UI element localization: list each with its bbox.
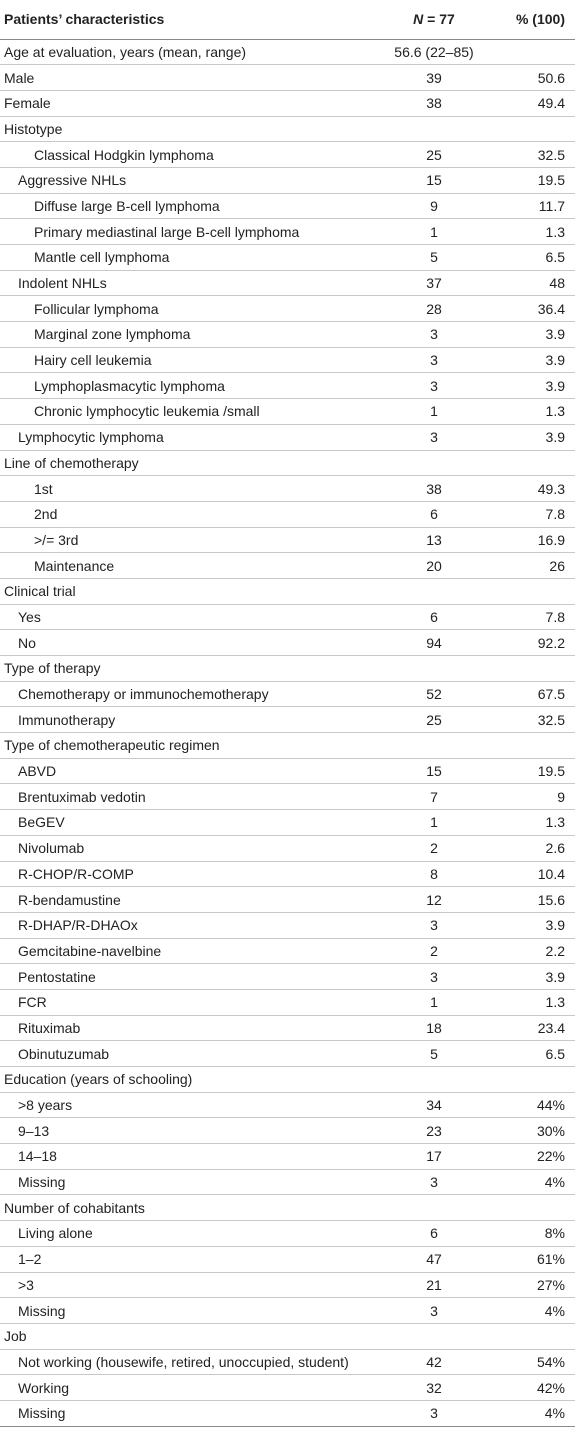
row-percent: 4%	[490, 1298, 575, 1324]
row-n: 3	[378, 373, 490, 399]
row-label: Brentuximab vedotin	[0, 784, 378, 810]
row-percent: 3.9	[490, 964, 575, 990]
table-row	[0, 1195, 575, 1221]
row-label: No	[0, 630, 378, 656]
row-label: Indolent NHLs	[0, 270, 378, 296]
row-percent	[490, 450, 575, 476]
row-n: 25	[378, 142, 490, 168]
row-label: Missing	[0, 1169, 378, 1195]
row-label: Obinutuzumab	[0, 1041, 378, 1067]
row-n: 6	[378, 1221, 490, 1247]
row-label: Age at evaluation, years (mean, range)	[0, 39, 378, 65]
header-characteristics: Patients’ characteristics	[0, 0, 378, 39]
row-label: FCR	[0, 989, 378, 1015]
row-n: 38	[378, 90, 490, 116]
row-percent: 30%	[490, 1118, 575, 1144]
row-label: Job	[0, 1323, 378, 1349]
row-label: Histotype	[0, 116, 378, 142]
row-n: 7	[378, 784, 490, 810]
row-percent: 2.2	[490, 938, 575, 964]
row-percent	[490, 578, 575, 604]
row-label: R-DHAP/R-DHAOx	[0, 912, 378, 938]
row-n: 6	[378, 604, 490, 630]
table-row	[0, 476, 575, 502]
table-row	[0, 167, 575, 193]
row-n: 8	[378, 861, 490, 887]
row-percent: 3.9	[490, 373, 575, 399]
table-row	[0, 399, 575, 425]
row-percent: 3.9	[490, 912, 575, 938]
row-percent: 2.6	[490, 835, 575, 861]
row-n: 3	[378, 1169, 490, 1195]
row-n: 12	[378, 887, 490, 913]
table-row	[0, 1246, 575, 1272]
row-label: Missing	[0, 1400, 378, 1426]
row-label: 14–18	[0, 1144, 378, 1170]
row-percent: 3.9	[490, 322, 575, 348]
row-n: 28	[378, 296, 490, 322]
row-label: Clinical trial	[0, 578, 378, 604]
row-percent: 1.3	[490, 810, 575, 836]
row-percent	[490, 116, 575, 142]
row-percent: 10.4	[490, 861, 575, 887]
table-row	[0, 1375, 575, 1401]
table-row	[0, 861, 575, 887]
row-label: >/= 3rd	[0, 527, 378, 553]
row-n: 17	[378, 1144, 490, 1170]
table-row	[0, 604, 575, 630]
row-percent: 49.4	[490, 90, 575, 116]
row-label: Immunotherapy	[0, 707, 378, 733]
table-row	[0, 912, 575, 938]
row-percent	[490, 39, 575, 65]
row-percent: 16.9	[490, 527, 575, 553]
table-row	[0, 501, 575, 527]
row-n: 1	[378, 399, 490, 425]
row-percent: 44%	[490, 1092, 575, 1118]
row-label: Line of chemotherapy	[0, 450, 378, 476]
row-percent: 32.5	[490, 142, 575, 168]
row-label: Classical Hodgkin lymphoma	[0, 142, 378, 168]
table-row	[0, 1041, 575, 1067]
row-label: Working	[0, 1375, 378, 1401]
row-percent: 15.6	[490, 887, 575, 913]
row-percent: 6.5	[490, 1041, 575, 1067]
row-label: Hairy cell leukemia	[0, 347, 378, 373]
row-n: 13	[378, 527, 490, 553]
row-label: Male	[0, 65, 378, 91]
row-label: >3	[0, 1272, 378, 1298]
table-row	[0, 39, 575, 65]
table-row	[0, 810, 575, 836]
table-row	[0, 1015, 575, 1041]
row-n: 15	[378, 758, 490, 784]
header-n	[378, 0, 490, 39]
row-n	[378, 1195, 490, 1221]
row-label: Number of cohabitants	[0, 1195, 378, 1221]
header-row	[0, 0, 575, 39]
row-percent	[490, 656, 575, 682]
table-row	[0, 887, 575, 913]
table-row	[0, 707, 575, 733]
row-percent: 42%	[490, 1375, 575, 1401]
table-row	[0, 1323, 575, 1349]
row-n: 3	[378, 424, 490, 450]
row-percent: 3.9	[490, 347, 575, 373]
row-n: 21	[378, 1272, 490, 1298]
table-row	[0, 322, 575, 348]
row-percent: 6.5	[490, 245, 575, 271]
row-percent: 4%	[490, 1169, 575, 1195]
row-n: 20	[378, 553, 490, 579]
row-percent: 49.3	[490, 476, 575, 502]
row-percent: 7.8	[490, 501, 575, 527]
row-label: Missing	[0, 1298, 378, 1324]
row-n: 3	[378, 347, 490, 373]
table-row	[0, 578, 575, 604]
row-percent: 23.4	[490, 1015, 575, 1041]
row-n: 5	[378, 1041, 490, 1067]
row-label: 1–2	[0, 1246, 378, 1272]
row-percent: 9	[490, 784, 575, 810]
row-percent	[490, 1195, 575, 1221]
row-n: 25	[378, 707, 490, 733]
row-label: Aggressive NHLs	[0, 167, 378, 193]
table-row	[0, 964, 575, 990]
row-label: 2nd	[0, 501, 378, 527]
row-label: Rituximab	[0, 1015, 378, 1041]
row-percent: 61%	[490, 1246, 575, 1272]
row-n	[378, 656, 490, 682]
row-label: R-CHOP/R-COMP	[0, 861, 378, 887]
table-row	[0, 219, 575, 245]
row-label: Living alone	[0, 1221, 378, 1247]
row-label: >8 years	[0, 1092, 378, 1118]
header-percent: % (100)	[490, 0, 575, 39]
row-percent: 27%	[490, 1272, 575, 1298]
row-n	[378, 116, 490, 142]
row-n: 15	[378, 167, 490, 193]
row-n: 42	[378, 1349, 490, 1375]
header-n-symbol: N	[413, 11, 424, 28]
row-n: 1	[378, 989, 490, 1015]
row-n: 34	[378, 1092, 490, 1118]
row-n: 9	[378, 193, 490, 219]
row-label: Maintenance	[0, 553, 378, 579]
row-label: Education (years of schooling)	[0, 1067, 378, 1093]
row-n: 3	[378, 1400, 490, 1426]
row-label: Diffuse large B-cell lymphoma	[0, 193, 378, 219]
table-row	[0, 527, 575, 553]
row-n: 3	[378, 1298, 490, 1324]
row-n	[378, 1067, 490, 1093]
row-n: 3	[378, 912, 490, 938]
row-n: 23	[378, 1118, 490, 1144]
row-percent	[490, 733, 575, 759]
table-row	[0, 90, 575, 116]
row-n: 6	[378, 501, 490, 527]
table-row	[0, 938, 575, 964]
table-row	[0, 1067, 575, 1093]
row-percent: 3.9	[490, 424, 575, 450]
table-row	[0, 1169, 575, 1195]
row-n: 3	[378, 322, 490, 348]
row-label: R-bendamustine	[0, 887, 378, 913]
row-percent: 36.4	[490, 296, 575, 322]
row-percent: 26	[490, 553, 575, 579]
row-label: Yes	[0, 604, 378, 630]
header-n-value: = 77	[423, 11, 455, 28]
row-percent: 4%	[490, 1400, 575, 1426]
row-percent: 1.3	[490, 219, 575, 245]
table-row	[0, 733, 575, 759]
row-label: Primary mediastinal large B-cell lymphoma	[0, 219, 378, 245]
table-row	[0, 424, 575, 450]
table-row	[0, 245, 575, 271]
row-percent	[490, 1323, 575, 1349]
table-row	[0, 835, 575, 861]
table-row	[0, 347, 575, 373]
row-n: 47	[378, 1246, 490, 1272]
row-percent: 11.7	[490, 193, 575, 219]
table-body	[0, 39, 575, 1426]
row-label: Pentostatine	[0, 964, 378, 990]
row-label: Follicular lymphoma	[0, 296, 378, 322]
row-label: Female	[0, 90, 378, 116]
row-label: Mantle cell lymphoma	[0, 245, 378, 271]
table-row	[0, 681, 575, 707]
row-percent	[490, 1067, 575, 1093]
row-label: Chemotherapy or immunochemotherapy	[0, 681, 378, 707]
row-percent: 32.5	[490, 707, 575, 733]
table-row	[0, 65, 575, 91]
table-row	[0, 656, 575, 682]
row-label: Marginal zone lymphoma	[0, 322, 378, 348]
table-row	[0, 142, 575, 168]
table-row	[0, 450, 575, 476]
table-row	[0, 784, 575, 810]
row-n: 56.6 (22–85)	[378, 39, 490, 65]
row-label: BeGEV	[0, 810, 378, 836]
row-label: ABVD	[0, 758, 378, 784]
table-row	[0, 296, 575, 322]
row-percent: 48	[490, 270, 575, 296]
table-row	[0, 1092, 575, 1118]
row-n	[378, 450, 490, 476]
row-percent: 92.2	[490, 630, 575, 656]
row-label: Chronic lymphocytic leukemia /small	[0, 399, 378, 425]
table-row	[0, 373, 575, 399]
row-n: 1	[378, 219, 490, 245]
row-percent: 1.3	[490, 399, 575, 425]
row-n: 39	[378, 65, 490, 91]
row-label: 1st	[0, 476, 378, 502]
row-n	[378, 733, 490, 759]
row-label: Not working (housewife, retired, unoccupied, student)	[0, 1349, 378, 1375]
table-row	[0, 270, 575, 296]
row-percent: 54%	[490, 1349, 575, 1375]
row-n: 37	[378, 270, 490, 296]
table-row	[0, 193, 575, 219]
table-row	[0, 1400, 575, 1426]
table-header	[0, 0, 575, 39]
row-n: 2	[378, 938, 490, 964]
row-percent: 19.5	[490, 758, 575, 784]
table-row	[0, 1118, 575, 1144]
row-percent: 1.3	[490, 989, 575, 1015]
table-row	[0, 1272, 575, 1298]
row-n: 52	[378, 681, 490, 707]
row-percent: 7.8	[490, 604, 575, 630]
row-percent: 8%	[490, 1221, 575, 1247]
row-percent: 22%	[490, 1144, 575, 1170]
row-label: Lymphocytic lymphoma	[0, 424, 378, 450]
row-percent: 50.6	[490, 65, 575, 91]
row-n: 38	[378, 476, 490, 502]
table-row	[0, 1144, 575, 1170]
table-row	[0, 758, 575, 784]
row-percent: 19.5	[490, 167, 575, 193]
table-row	[0, 1298, 575, 1324]
row-label: Type of chemotherapeutic regimen	[0, 733, 378, 759]
table-row	[0, 989, 575, 1015]
table-row	[0, 553, 575, 579]
row-n: 3	[378, 964, 490, 990]
row-n	[378, 578, 490, 604]
row-n: 32	[378, 1375, 490, 1401]
row-n: 1	[378, 810, 490, 836]
row-label: Type of therapy	[0, 656, 378, 682]
row-label: Nivolumab	[0, 835, 378, 861]
row-label: 9–13	[0, 1118, 378, 1144]
row-n: 2	[378, 835, 490, 861]
row-n: 18	[378, 1015, 490, 1041]
row-percent: 67.5	[490, 681, 575, 707]
row-label: Gemcitabine-navelbine	[0, 938, 378, 964]
table-row	[0, 1349, 575, 1375]
row-n: 5	[378, 245, 490, 271]
row-n	[378, 1323, 490, 1349]
table-row	[0, 116, 575, 142]
table-row	[0, 630, 575, 656]
row-label: Lymphoplasmacytic lymphoma	[0, 373, 378, 399]
table-row	[0, 1221, 575, 1247]
row-n: 94	[378, 630, 490, 656]
